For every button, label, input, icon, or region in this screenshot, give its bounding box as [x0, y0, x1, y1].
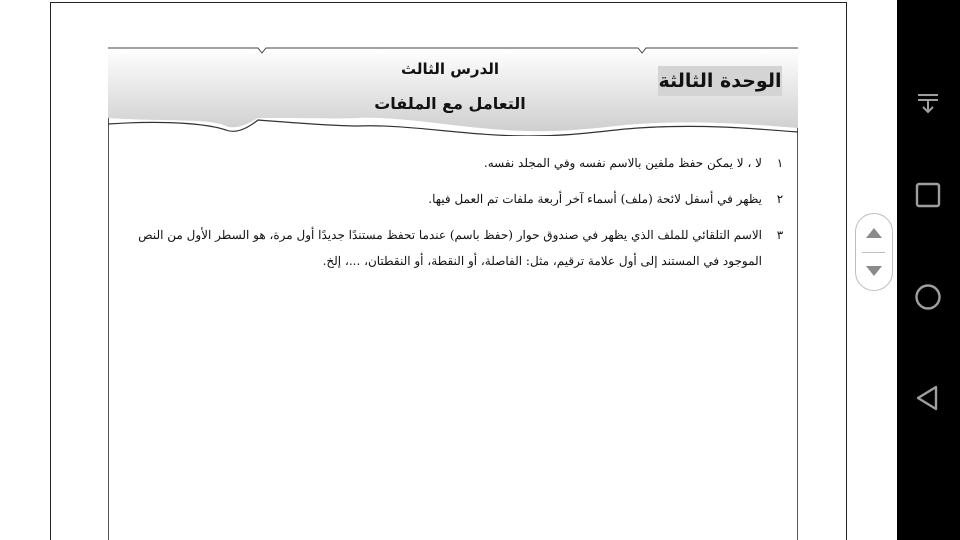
answers-list — [118, 150, 790, 274]
triangle-down-icon — [865, 265, 883, 277]
recent-apps-button[interactable] — [905, 172, 951, 218]
home-circle-icon — [914, 283, 942, 311]
answer-number: ٣ — [776, 228, 784, 242]
answer-text: يظهر في أسفل لائحة (ملف) أسماء آخر أربعة ملفات تم العمل فيها. — [428, 192, 762, 206]
answer-item — [118, 186, 790, 212]
scroll-down-button[interactable] — [856, 252, 891, 290]
answer-item — [118, 222, 790, 274]
back-triangle-icon — [914, 384, 942, 412]
home-button[interactable] — [905, 274, 951, 320]
lesson-number: الدرس الثالث — [400, 60, 500, 78]
answer-item — [118, 150, 790, 176]
notification-pull-icon — [916, 91, 940, 115]
android-nav-bar — [897, 0, 960, 540]
answer-number: ٢ — [776, 192, 784, 206]
recent-apps-square-icon — [915, 182, 941, 208]
notification-pull-button[interactable] — [905, 80, 951, 126]
answer-number: ١ — [776, 156, 784, 170]
unit-title: الوحدة الثالثة — [658, 66, 782, 96]
scroll-up-button[interactable] — [856, 214, 891, 252]
triangle-up-icon — [865, 227, 883, 239]
answer-text: الاسم التلقائي للملف الذي يظهر في صندوق حوار (حفظ باسم) عندما تحفظ مستندًا جديدًا أول مرة، هو السطر الأول من النص الموجود في المستند إلى أول علامة ترقيم، مثل: الفاصلة، أو النقطة، أو النقطتان، ...، إلخ. — [138, 228, 762, 268]
back-button[interactable] — [905, 375, 951, 421]
page-scroll-control — [855, 213, 893, 291]
answer-text: لا ، لا يمكن حفظ ملفين بالاسم نفسه وفي المجلد نفسه. — [483, 156, 762, 170]
lesson-title: التعامل مع الملفات — [374, 94, 526, 113]
